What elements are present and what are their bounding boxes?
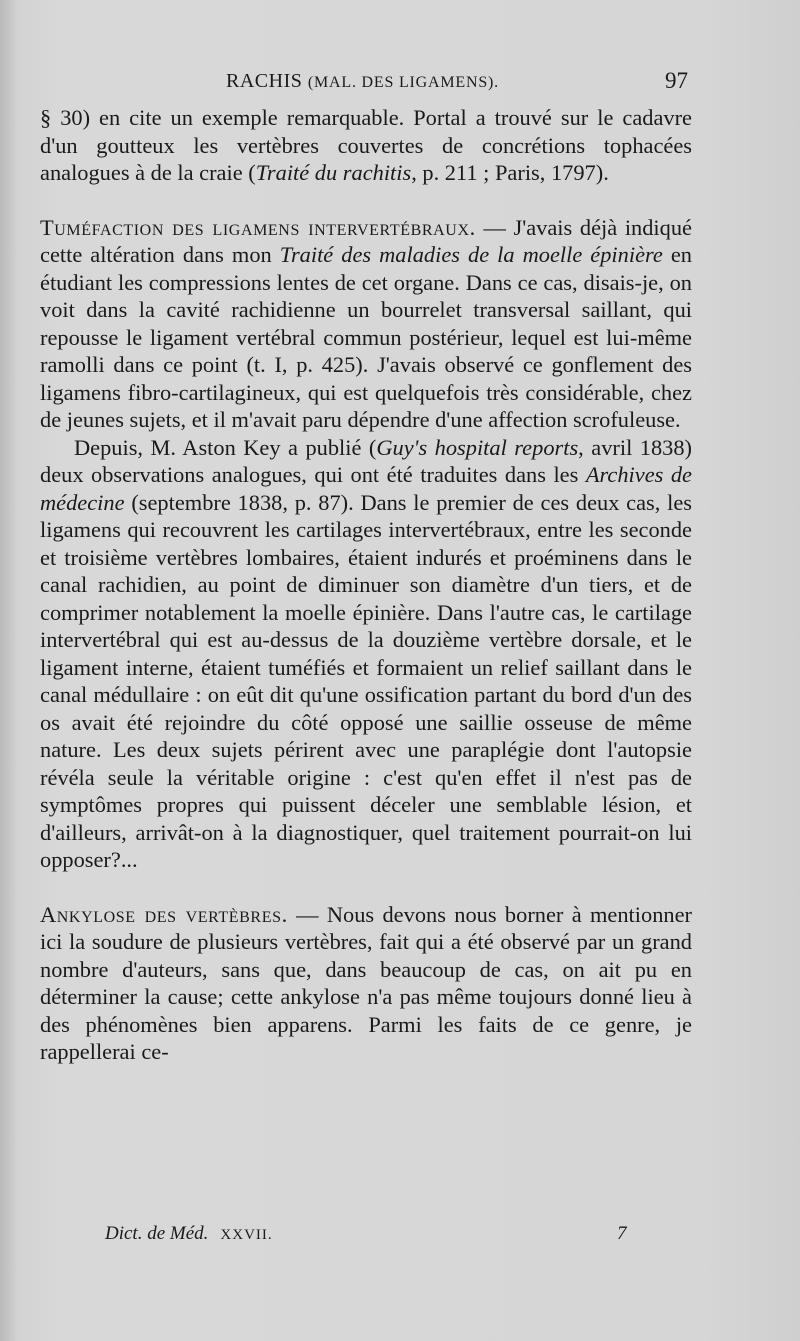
italic-citation: Guy's hospital reports	[376, 434, 579, 460]
paragraph	[40, 901, 692, 1066]
paragraph	[40, 434, 692, 874]
text-run: Depuis, M. Aston Key a publié (	[74, 434, 377, 460]
text-run: — Nous devons nous borner à mentionner ici la soudure de plusieurs vertèbres, fait qui a été observé par un grand nombre d'auteurs, sans que, dans beaucoup de cas, on ait pu en déterminer la cause; cette ankylose n'a pas même toujours donné lieu à des phénomènes bien apparens. Parmi les faits de ce genre, je rappellerai ce-	[40, 901, 692, 1064]
running-title-subtitle: (MAL. DES LIGAMENS).	[307, 74, 499, 91]
text-run: § 30) en cite un exemple remarquable. Portal a trouvé sur le cadavre d'un goutteux les vertèbres couvertes de concrétions tophacées analogues à de la craie (	[40, 105, 692, 185]
running-header	[40, 68, 690, 100]
paragraph	[40, 104, 692, 187]
page-footer	[40, 1223, 690, 1249]
running-title	[226, 70, 499, 93]
page-number: 97	[665, 68, 688, 93]
italic-citation: Traité des maladies de la moelle épinière	[279, 242, 663, 267]
section-heading: Tuméfaction des ligamens intervertébraux.	[40, 214, 476, 240]
text-run: — J'avais déjà indiqué cette altération dans mon	[40, 214, 692, 267]
paragraph	[40, 214, 692, 434]
italic-citation: Traité du rachitis	[255, 160, 412, 185]
text-run: (septembre 1838, p. 87). Dans le premier de ces deux cas, les ligamens qui recouvrent les cartilages intervertébraux, entre les seconde et troisième vertèbres lombaires, étaient indurés et proéminens dans le canal rachidien, au point de diminuer son diamètre d'un tiers, et de comprimer notablement la moelle épinière. Dans l'autre cas, le cartilage intervertébral qui est au-dessus de la douzième vertèbre dorsale, et le ligament interne, étaient tuméfiés et formaient un relief saillant dans le canal médullaire : on eût dit qu'une ossification partant du bord d'un des os avait été rejoindre du côté opposé une saillie osseuse de même nature. Les deux sujets périrent avec une paraplégie dont l'autopsie révéla seule la véritable origine : c'est qu'en effet il n'est pas de symptômes propres qui puissent déceler une semblable lésion, et d'ailleurs, arrivât-on à la diagnostiquer, quel traitement pourrait-on lui opposer?...	[40, 489, 692, 872]
italic-citation: Archives de médecine	[40, 462, 692, 515]
text-run: , avril 1838) deux observations analogues, qui ont été traduites dans les	[40, 434, 693, 487]
text-run: en étudiant les compressions lentes de cet organe. Dans ce cas, disais-je, on voit dans la cavité rachidienne un bourrelet transversal saillant, qui repousse le ligament vertébral commun postérieur, lequel est lui-même ramolli dans ce point (t. I, p. 425). J'avais observé ce gonflement des ligamens fibro-cartilagineux, qui est quelquefois très considérable, chez de jeunes sujets, et il m'avait paru dépendre d'une affection scrofuleuse.	[40, 242, 692, 432]
body-text	[40, 104, 692, 1066]
running-title-main: RACHIS	[226, 70, 303, 92]
signature-label: Dict. de Méd.	[105, 1223, 209, 1244]
sheet-number: 7	[617, 1223, 627, 1244]
text-run: , p. 211 ; Paris, 1797).	[411, 160, 609, 185]
volume-label: XXVII.	[220, 1227, 273, 1243]
printer-signature	[105, 1223, 273, 1245]
section-heading: Ankylose des vertèbres.	[40, 901, 288, 927]
